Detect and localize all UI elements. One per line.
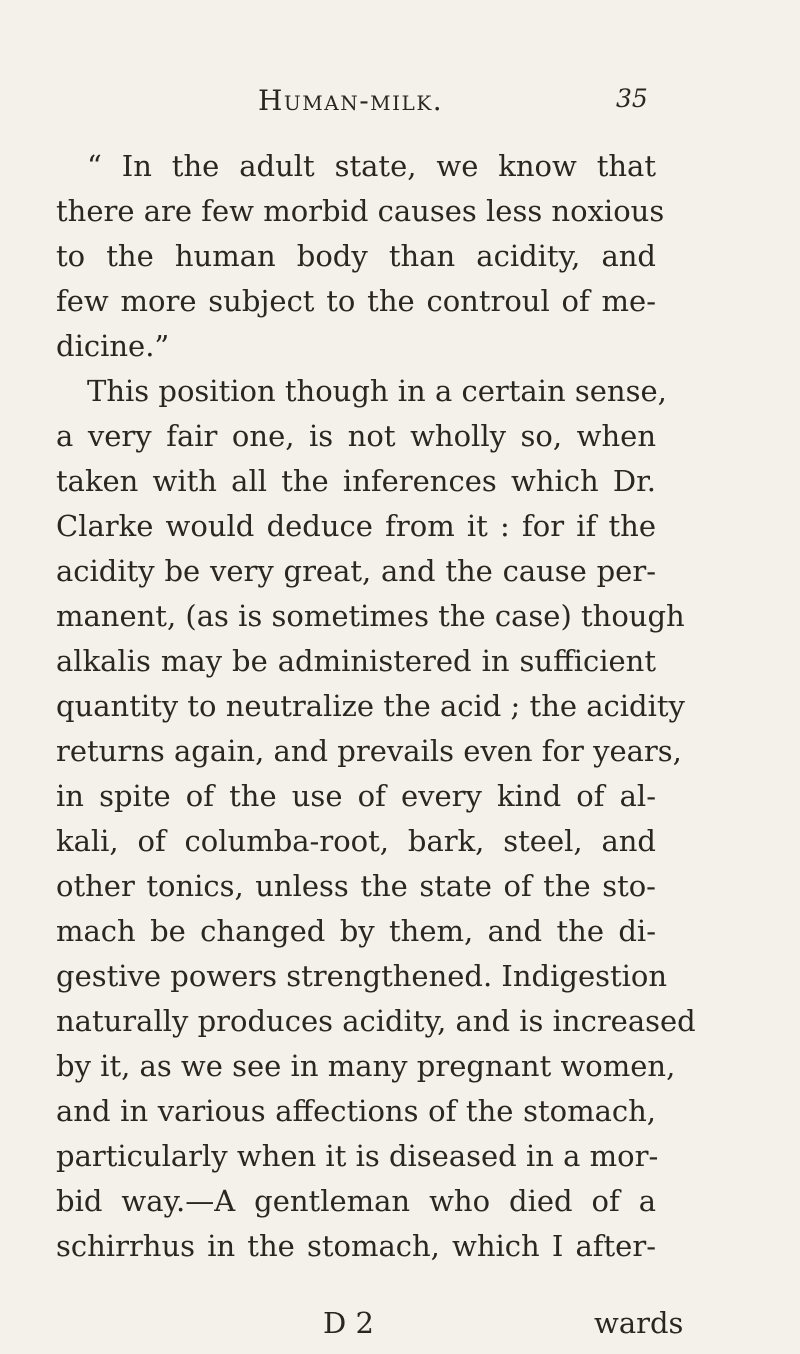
- text-line: kali, of columba-root, bark, steel, and: [56, 824, 656, 858]
- text-line: bid way.—A gentleman who died of a: [56, 1184, 656, 1218]
- text-line: returns again, and prevails even for years,: [56, 734, 682, 768]
- text-line: manent, (as is sometimes the case) though: [56, 599, 685, 633]
- text-line: by it, as we see in many pregnant women,: [56, 1049, 676, 1083]
- text-line: there are few morbid causes less noxious: [56, 194, 665, 228]
- text-line: to the human body than acidity, and: [56, 239, 656, 273]
- text-line: acidity be very great, and the cause per-: [56, 554, 656, 588]
- body-text: [56, 144, 696, 1269]
- text-line: “ In the adult state, we know that: [87, 149, 656, 183]
- text-line: dicine.”: [56, 329, 170, 363]
- running-head: Human-milk.: [258, 84, 444, 117]
- text-line: mach be changed by them, and the di-: [56, 914, 656, 948]
- text-line: a very fair one, is not wholly so, when: [56, 419, 656, 453]
- page-header: [0, 84, 800, 124]
- page-number: 35: [616, 84, 648, 113]
- text-line: in spite of the use of every kind of al-: [56, 779, 656, 813]
- text-line: quantity to neutralize the acid ; the acidity: [56, 689, 685, 723]
- text-line: particularly when it is diseased in a mor-: [56, 1139, 659, 1173]
- text-line: gestive powers strengthened. Indigestion: [56, 959, 668, 993]
- text-line: This position though in a certain sense,: [87, 374, 667, 408]
- text-line: Clarke would deduce from it : for if the: [56, 509, 656, 543]
- text-line: taken with all the inferences which Dr.: [56, 464, 656, 498]
- text-line: and in various affections of the stomach,: [56, 1094, 656, 1128]
- text-line: naturally produces acidity, and is increased: [56, 1004, 696, 1038]
- page-footer: [56, 1306, 684, 1346]
- text-line: few more subject to the controul of me-: [56, 284, 656, 318]
- text-line: other tonics, unless the state of the sto-: [56, 869, 656, 903]
- signature-mark: D 2: [323, 1306, 374, 1340]
- catchword: wards: [594, 1306, 684, 1340]
- text-line: schirrhus in the stomach, which I after-: [56, 1229, 656, 1263]
- text-line: alkalis may be administered in sufficient: [56, 644, 656, 678]
